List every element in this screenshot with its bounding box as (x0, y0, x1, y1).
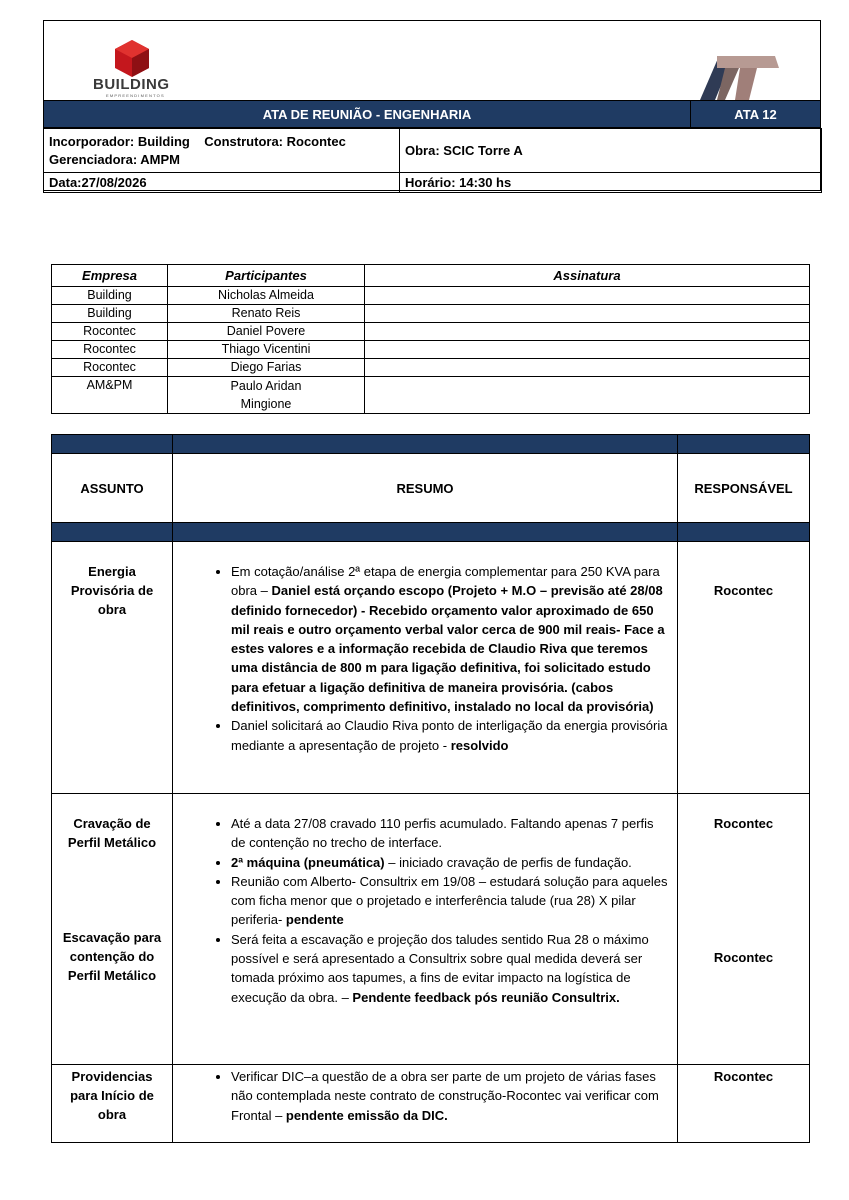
signature-cell[interactable] (365, 341, 810, 359)
summary-list (173, 814, 677, 1007)
meeting-date: Data:27/08/2026 (44, 173, 400, 193)
signature-cell[interactable] (365, 377, 810, 414)
minutes-header-row (52, 454, 810, 523)
header-participantes: Participantes (168, 265, 365, 287)
table-row (52, 323, 810, 341)
subject-cell: Energia Provisória de obra (52, 542, 173, 794)
summary-cell (173, 794, 678, 1065)
empresa-cell: Rocontec (52, 341, 168, 359)
building-logo (88, 38, 178, 98)
responsible-cell: Rocontec (678, 542, 810, 794)
summary-list (173, 1067, 677, 1125)
subject-escavacao: Escavação para contenção do Perfil Metálico (62, 930, 162, 983)
signature-cell[interactable] (365, 305, 810, 323)
meeting-time: Horário: 14:30 hs (400, 173, 822, 193)
summary-list (173, 562, 677, 755)
responsible-cell (678, 794, 810, 1065)
signature-cell[interactable] (365, 287, 810, 305)
document-title: ATA DE REUNIÃO - ENGENHARIA (44, 101, 691, 128)
table-row (52, 542, 810, 794)
summary-cell (173, 542, 678, 794)
participants-table (51, 264, 810, 414)
constructor-logo-icon (695, 52, 780, 100)
constructor-logo (695, 52, 780, 100)
logo-text: BUILDING (93, 76, 170, 93)
table-row (52, 359, 810, 377)
list-item: • Será feita a escavação e projeção dos taludes sentido Rua 28 o máximo possível e será apresentado a Consultrix sobre qual medida deverá ser tomada próximo aos tapumes, a fins de evitar impacto na logística de execução da obra. – Pendente feedback pós reunião Consultrix. (231, 930, 677, 1007)
participant-cell: Paulo Aridan Mingione (168, 377, 365, 414)
table-row (52, 287, 810, 305)
header-assunto: ASSUNTO (52, 454, 173, 523)
subject-cravacao: Cravação de Perfil Metálico (67, 816, 157, 850)
participant-cell: Daniel Povere (168, 323, 365, 341)
header-responsavel: RESPONSÁVEL (678, 454, 810, 523)
signature-cell[interactable] (365, 323, 810, 341)
companies-cell (44, 129, 400, 173)
empresa-cell: Building (52, 287, 168, 305)
header-assinatura: Assinatura (365, 265, 810, 287)
header-band (52, 435, 810, 454)
empresa-cell: Rocontec (52, 359, 168, 377)
responsible-cravacao: Rocontec (713, 816, 774, 831)
empresa-cell: Building (52, 305, 168, 323)
signature-cell[interactable] (365, 359, 810, 377)
header-empresa: Empresa (52, 265, 168, 287)
list-item: • Daniel solicitará ao Claudio Riva ponto de interligação da energia provisória mediante a apresentação de projeto - resolvido (231, 716, 677, 755)
gerenciadora: Gerenciadora: AMPM (49, 151, 180, 167)
logo-subtext: EMPREENDIMENTOS (106, 93, 165, 98)
subject-cell: Providencias para Início de obra (52, 1065, 173, 1143)
table-row (52, 377, 810, 414)
empresa-cell: Rocontec (52, 323, 168, 341)
list-item: • Em cotação/análise 2ª etapa de energia complementar para 250 KVA para obra – Daniel está orçando escopo (Projeto + M.O – previsão até 28/08 definido fornecedor) - Recebido orçamento valor aproximado de 650 mil reais e outro orçamento verbal valor cerca de 900 mil reais- Face a estes valores e a informação recebida de Claudio Riva que teremos uma distância de 800 m para ligação definitiva, foi solicitado estudo para efetuar a ligação definitiva de maneira provisória. (cabos definitivos, comprimento definitivo, instalado no local da provisória) (231, 562, 677, 716)
minutes-table (51, 434, 810, 1143)
empresa-cell: AM&PM (52, 377, 168, 414)
construtora: Construtora: Rocontec (204, 133, 346, 149)
responsible-cell: Rocontec (678, 1065, 810, 1143)
project-info-table (43, 128, 822, 193)
participant-cell: Renato Reis (168, 305, 365, 323)
participant-cell: Diego Farias (168, 359, 365, 377)
ata-number: ATA 12 (691, 101, 821, 128)
header-resumo: RESUMO (173, 454, 678, 523)
table-row (52, 794, 810, 1065)
header-band (52, 523, 810, 542)
summary-cell (173, 1065, 678, 1143)
incorporador: Incorporador: Building (49, 133, 190, 149)
list-item: • Reunião com Alberto- Consultrix em 19/08 – estudará solução para aqueles com ficha menor que o projetado e interferência talude (rua 28) X pilar periferia- pendente (231, 872, 677, 930)
participant-cell: Nicholas Almeida (168, 287, 365, 305)
list-item: • Até a data 27/08 cravado 110 perfis acumulado. Faltando apenas 7 perfis de contenção no trecho de interface. (231, 814, 677, 853)
subject-cell (52, 794, 173, 1065)
participant-cell: Thiago Vicentini (168, 341, 365, 359)
title-bar (43, 100, 821, 128)
responsible-escavacao: Rocontec (713, 950, 774, 965)
list-item: • Verificar DIC–a questão de a obra ser parte de um projeto de várias fases não contemplada neste contrato de construção-Rocontec vai verificar com Frontal – pendente emissão da DIC. (231, 1067, 677, 1125)
table-row (52, 305, 810, 323)
table-row (52, 1065, 810, 1143)
list-item: • 2ª máquina (pneumática) – iniciado cravação de perfis de fundação. (231, 853, 677, 872)
table-row (52, 341, 810, 359)
obra: Obra: SCIC Torre A (400, 129, 822, 173)
